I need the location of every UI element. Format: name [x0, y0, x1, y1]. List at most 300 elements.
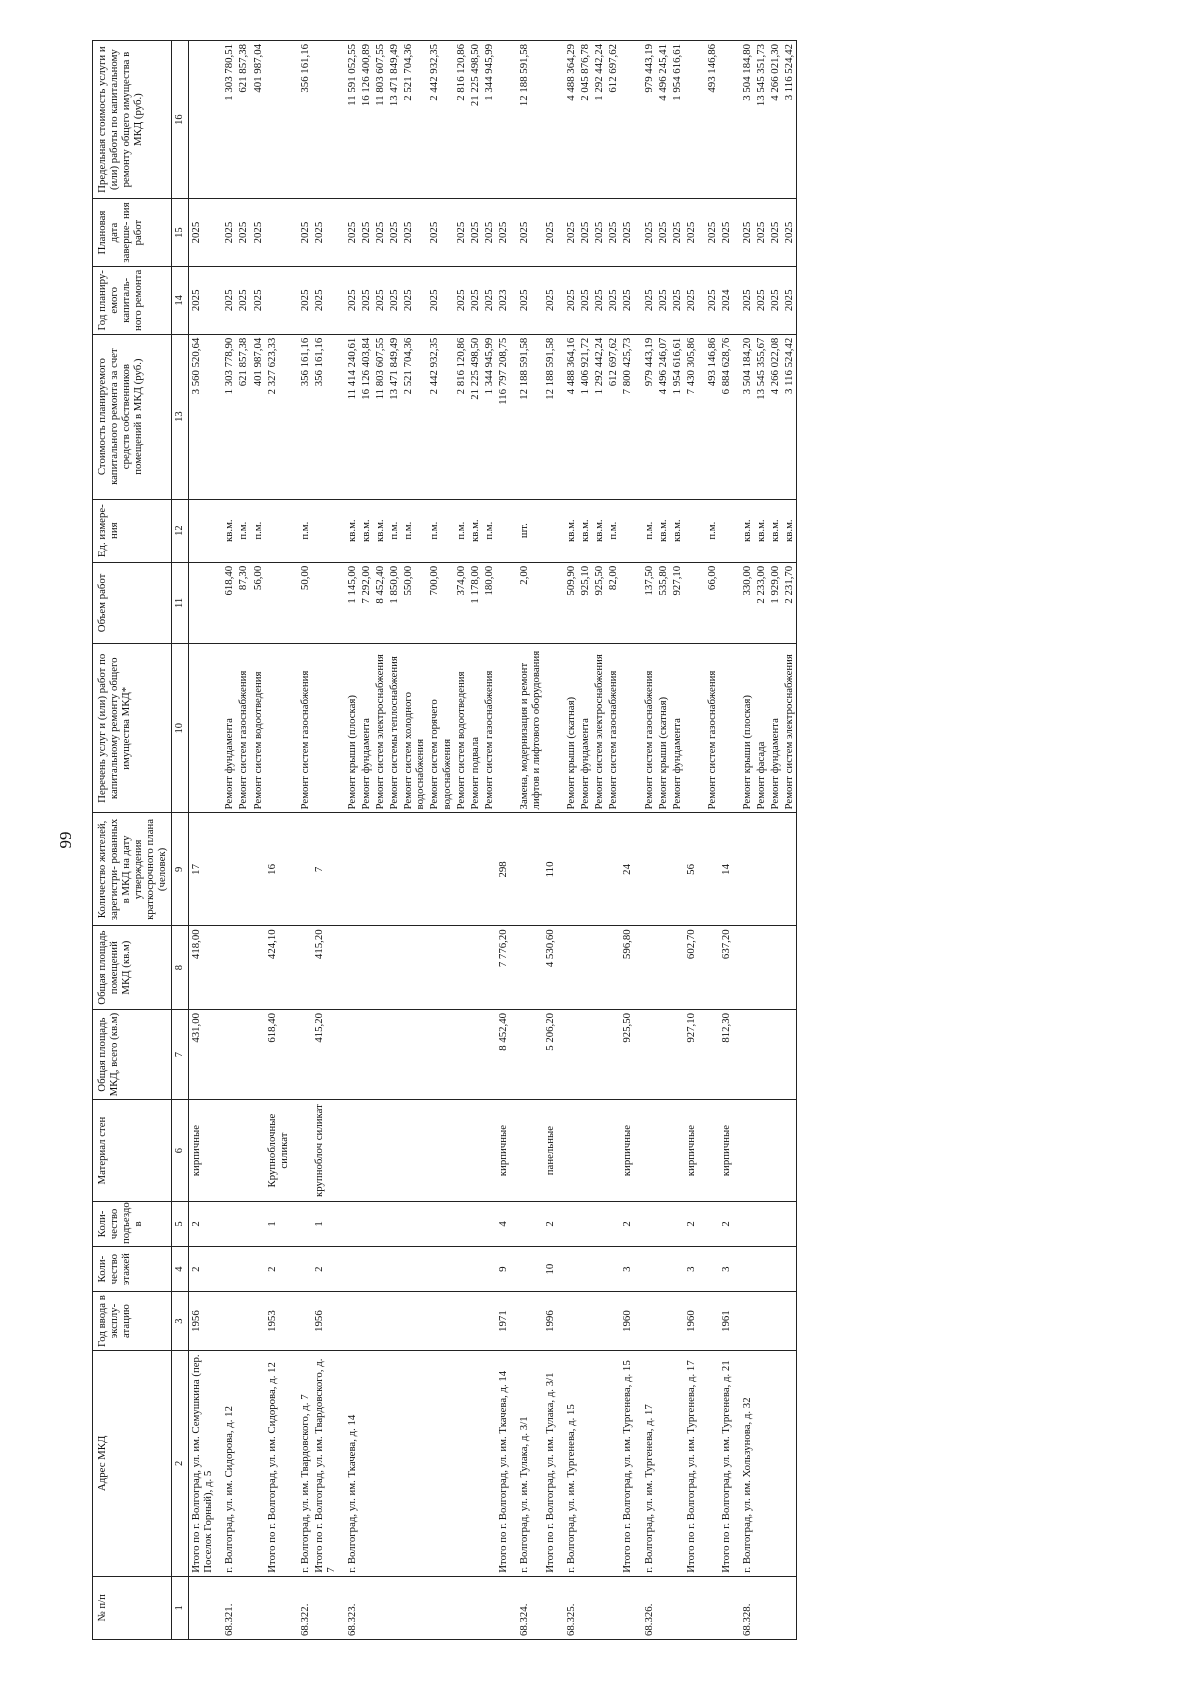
work-type-cell: [719, 644, 740, 813]
total-area-cell: [251, 1009, 265, 1099]
work-volume-cell: 66,00: [705, 562, 719, 643]
residents-cell: [236, 813, 250, 926]
residents-cell: 7: [312, 813, 345, 926]
max-cost-cell: 13 545 351,73: [754, 41, 768, 199]
repair-year-cell: 2025: [517, 266, 543, 334]
entrances-cell: [754, 1201, 768, 1246]
table-row: [606, 41, 620, 1640]
floors-cell: [387, 1247, 401, 1292]
wall-material-cell: [754, 1100, 768, 1202]
max-cost-cell: [496, 41, 517, 199]
unit-cell: [312, 499, 345, 562]
completion-date-cell: 2025: [312, 199, 345, 267]
work-type-cell: Ремонт системы теплоснабжения: [387, 644, 401, 813]
residents-cell: 17: [189, 813, 223, 926]
year-built-cell: [642, 1292, 656, 1351]
wall-material-cell: [454, 1100, 468, 1202]
year-built-cell: [670, 1292, 684, 1351]
total-area-cell: [401, 1009, 427, 1099]
premises-area-cell: [387, 926, 401, 1010]
year-built-cell: [606, 1292, 620, 1351]
address-cell: г. Волгоград, ул. им. Ткачева, д. 14: [345, 1350, 359, 1576]
entrances-cell: [768, 1201, 782, 1246]
floors-cell: [298, 1247, 312, 1292]
table-row: [740, 41, 754, 1640]
completion-date-cell: 2025: [517, 199, 543, 267]
year-built-cell: [345, 1292, 359, 1351]
table-row: [620, 41, 641, 1640]
work-type-cell: Ремонт фундамента: [670, 644, 684, 813]
residents-cell: 298: [496, 813, 517, 926]
premises-area-cell: 4 530,60: [543, 926, 564, 1010]
residents-cell: [670, 813, 684, 926]
completion-date-cell: 2025: [719, 199, 740, 267]
row-number-cell: 68.326.: [642, 1576, 656, 1639]
work-volume-cell: 50,00: [298, 562, 312, 643]
entrances-cell: [482, 1201, 496, 1246]
header-row: [93, 41, 172, 1640]
entrances-cell: [427, 1201, 453, 1246]
total-area-cell: [222, 1009, 236, 1099]
unit-cell: кв.м.: [782, 499, 797, 562]
work-volume-cell: 618,40: [222, 562, 236, 643]
planned-cost-cell: 7 430 305,86: [684, 334, 705, 499]
max-cost-cell: 4 488 364,29: [564, 41, 578, 199]
work-volume-cell: 550,00: [401, 562, 427, 643]
table-row: [684, 41, 705, 1640]
repair-year-cell: [265, 266, 298, 334]
wall-material-cell: [468, 1100, 482, 1202]
address-cell: [401, 1350, 427, 1576]
unit-cell: [265, 499, 298, 562]
table-row: [578, 41, 592, 1640]
completion-date-cell: 2025: [754, 199, 768, 267]
floors-cell: [236, 1247, 250, 1292]
planned-cost-cell: 3 116 524,42: [782, 334, 797, 499]
row-number-cell: [496, 1576, 517, 1639]
address-cell: [705, 1350, 719, 1576]
planned-cost-cell: 7 800 425,73: [620, 334, 641, 499]
floors-cell: [482, 1247, 496, 1292]
premises-area-cell: [482, 926, 496, 1010]
max-cost-cell: 3 504 184,80: [740, 41, 754, 199]
total-area-cell: 925,50: [620, 1009, 641, 1099]
entrances-cell: [236, 1201, 250, 1246]
work-type-cell: Ремонт систем газоснабжения: [705, 644, 719, 813]
max-cost-cell: 1 954 616,61: [670, 41, 684, 199]
entrances-cell: [401, 1201, 427, 1246]
year-built-cell: [387, 1292, 401, 1351]
unit-cell: п.м.: [427, 499, 453, 562]
year-built-cell: 1996: [543, 1292, 564, 1351]
floors-cell: 2: [189, 1247, 223, 1292]
residents-cell: [251, 813, 265, 926]
unit-cell: п.м.: [387, 499, 401, 562]
completion-date-cell: 2025: [345, 199, 359, 267]
table-row: [642, 41, 656, 1640]
repair-year-cell: 2025: [620, 266, 641, 334]
entrances-cell: [222, 1201, 236, 1246]
wall-material-cell: [656, 1100, 670, 1202]
address-cell: Итого по г. Волгоград, ул. им. Тургенева, д. 21: [719, 1350, 740, 1576]
total-area-cell: [782, 1009, 797, 1099]
row-number-cell: [265, 1576, 298, 1639]
unit-cell: шт.: [517, 499, 543, 562]
premises-area-cell: [251, 926, 265, 1010]
premises-area-cell: [236, 926, 250, 1010]
entrances-cell: [656, 1201, 670, 1246]
max-cost-cell: 493 146,86: [705, 41, 719, 199]
work-type-cell: [265, 644, 298, 813]
row-number-cell: [606, 1576, 620, 1639]
max-cost-cell: [543, 41, 564, 199]
repair-year-cell: 2025: [298, 266, 312, 334]
completion-date-cell: 2025: [768, 199, 782, 267]
row-number-cell: [387, 1576, 401, 1639]
column-number: 3: [172, 1292, 189, 1351]
floors-cell: [359, 1247, 373, 1292]
residents-cell: 14: [719, 813, 740, 926]
residents-cell: [387, 813, 401, 926]
max-cost-cell: 612 697,62: [606, 41, 620, 199]
address-cell: Итого по г. Волгоград, ул. им. Сидорова, д. 12: [265, 1350, 298, 1576]
max-cost-cell: 1 344 945,99: [482, 41, 496, 199]
column-number: 7: [172, 1009, 189, 1099]
entrances-cell: [454, 1201, 468, 1246]
entrances-cell: 2: [684, 1201, 705, 1246]
repair-year-cell: 2025: [454, 266, 468, 334]
year-built-cell: [592, 1292, 606, 1351]
work-volume-cell: 925,10: [578, 562, 592, 643]
entrances-cell: [670, 1201, 684, 1246]
completion-date-cell: 2025: [482, 199, 496, 267]
total-area-cell: [236, 1009, 250, 1099]
residents-cell: [298, 813, 312, 926]
entrances-cell: [705, 1201, 719, 1246]
column-number: 5: [172, 1201, 189, 1246]
repair-year-cell: 2025: [740, 266, 754, 334]
total-area-cell: [468, 1009, 482, 1099]
completion-date-cell: 2025: [222, 199, 236, 267]
address-cell: г. Волгоград, ул. им. Сидорова, д. 12: [222, 1350, 236, 1576]
floors-cell: [782, 1247, 797, 1292]
max-cost-cell: [312, 41, 345, 199]
premises-area-cell: 596,80: [620, 926, 641, 1010]
total-area-cell: [656, 1009, 670, 1099]
table-row: [592, 41, 606, 1640]
row-number-cell: [684, 1576, 705, 1639]
max-cost-cell: 12 188 591,58: [517, 41, 543, 199]
wall-material-cell: [427, 1100, 453, 1202]
max-cost-cell: 2 816 120,86: [454, 41, 468, 199]
work-type-cell: Ремонт крыши (плоская): [740, 644, 754, 813]
row-number-cell: 68.323.: [345, 1576, 359, 1639]
address-cell: Итого по г. Волгоград, ул. им. Тулака, д. 3/1: [543, 1350, 564, 1576]
entrances-cell: [251, 1201, 265, 1246]
entrances-cell: [517, 1201, 543, 1246]
year-built-cell: [298, 1292, 312, 1351]
completion-date-cell: 2025: [564, 199, 578, 267]
repair-year-cell: 2025: [782, 266, 797, 334]
column-number: 14: [172, 266, 189, 334]
residents-cell: [705, 813, 719, 926]
completion-date-cell: 2025: [236, 199, 250, 267]
premises-area-cell: [754, 926, 768, 1010]
wall-material-cell: [373, 1100, 387, 1202]
floors-cell: [564, 1247, 578, 1292]
wall-material-cell: [251, 1100, 265, 1202]
repair-year-cell: 2025: [345, 266, 359, 334]
row-number-cell: [578, 1576, 592, 1639]
work-type-cell: Ремонт систем газоснабжения: [298, 644, 312, 813]
unit-cell: п.м.: [251, 499, 265, 562]
row-number-cell: [236, 1576, 250, 1639]
repair-year-cell: 2025: [373, 266, 387, 334]
column-number: 8: [172, 926, 189, 1010]
work-type-cell: Ремонт фундамента: [578, 644, 592, 813]
wall-material-cell: кирпичные: [496, 1100, 517, 1202]
total-area-cell: [642, 1009, 656, 1099]
max-cost-cell: 13 471 849,49: [387, 41, 401, 199]
year-built-cell: [578, 1292, 592, 1351]
work-type-cell: [684, 644, 705, 813]
max-cost-cell: 3 116 524,42: [782, 41, 797, 199]
year-built-cell: 1953: [265, 1292, 298, 1351]
row-number-cell: [454, 1576, 468, 1639]
header-cell: Стоимость планируемого капитального ремонта за счет средств собственников помещений в МКД (руб.): [93, 334, 172, 499]
work-volume-cell: 1 178,00: [468, 562, 482, 643]
premises-area-cell: [578, 926, 592, 1010]
floors-cell: [578, 1247, 592, 1292]
residents-cell: [401, 813, 427, 926]
entrances-cell: [468, 1201, 482, 1246]
total-area-cell: 415,20: [312, 1009, 345, 1099]
table-row: [265, 41, 298, 1640]
max-cost-cell: 401 987,04: [251, 41, 265, 199]
row-number-cell: 68.322.: [298, 1576, 312, 1639]
residents-cell: 110: [543, 813, 564, 926]
table-row: [401, 41, 427, 1640]
entrances-cell: 1: [312, 1201, 345, 1246]
residents-cell: [592, 813, 606, 926]
repair-year-cell: 2025: [222, 266, 236, 334]
planned-cost-cell: 4 266 022,08: [768, 334, 782, 499]
work-volume-cell: 2 231,70: [782, 562, 797, 643]
planned-cost-cell: 2 442 932,35: [427, 334, 453, 499]
unit-cell: кв.м.: [592, 499, 606, 562]
work-volume-cell: 1 929,00: [768, 562, 782, 643]
wall-material-cell: [670, 1100, 684, 1202]
premises-area-cell: 418,00: [189, 926, 223, 1010]
work-volume-cell: 7 292,00: [359, 562, 373, 643]
repair-year-cell: 2025: [564, 266, 578, 334]
row-number-cell: [359, 1576, 373, 1639]
table-row: [222, 41, 236, 1640]
premises-area-cell: [606, 926, 620, 1010]
max-cost-cell: [189, 41, 223, 199]
entrances-cell: [642, 1201, 656, 1246]
planned-cost-cell: 16 126 403,84: [359, 334, 373, 499]
completion-date-cell: 2025: [642, 199, 656, 267]
year-built-cell: [754, 1292, 768, 1351]
entrances-cell: [782, 1201, 797, 1246]
table-row: [754, 41, 768, 1640]
wall-material-cell: [768, 1100, 782, 1202]
address-cell: [656, 1350, 670, 1576]
table-row: [387, 41, 401, 1640]
work-volume-cell: 1 145,00: [345, 562, 359, 643]
address-cell: Итого по г. Волгоград, ул. им. Семушкина (пер. Поселок Горный), д. 5: [189, 1350, 223, 1576]
repair-year-cell: 2025: [684, 266, 705, 334]
planned-cost-cell: 13 471 849,49: [387, 334, 401, 499]
completion-date-cell: 2025: [740, 199, 754, 267]
total-area-cell: [298, 1009, 312, 1099]
residents-cell: [642, 813, 656, 926]
wall-material-cell: крупноблоч силикат: [312, 1100, 345, 1202]
address-cell: [482, 1350, 496, 1576]
premises-area-cell: [740, 926, 754, 1010]
planned-cost-cell: 621 857,38: [236, 334, 250, 499]
unit-cell: кв.м.: [670, 499, 684, 562]
wall-material-cell: [705, 1100, 719, 1202]
max-cost-cell: [620, 41, 641, 199]
row-number-cell: [189, 1576, 223, 1639]
max-cost-cell: 4 266 021,30: [768, 41, 782, 199]
wall-material-cell: кирпичные: [620, 1100, 641, 1202]
total-area-cell: [768, 1009, 782, 1099]
work-type-cell: Ремонт систем электроснабжения: [592, 644, 606, 813]
work-volume-cell: [265, 562, 298, 643]
unit-cell: кв.м.: [222, 499, 236, 562]
completion-date-cell: 2025: [592, 199, 606, 267]
column-number: 10: [172, 644, 189, 813]
premises-area-cell: [670, 926, 684, 1010]
table-row: [454, 41, 468, 1640]
table-row: [236, 41, 250, 1640]
completion-date-cell: 2025: [401, 199, 427, 267]
address-cell: [782, 1350, 797, 1576]
completion-date-cell: 2025: [684, 199, 705, 267]
work-type-cell: Ремонт подвала: [468, 644, 482, 813]
work-volume-cell: 56,00: [251, 562, 265, 643]
residents-cell: [754, 813, 768, 926]
floors-cell: [251, 1247, 265, 1292]
premises-area-cell: 602,70: [684, 926, 705, 1010]
year-built-cell: [768, 1292, 782, 1351]
work-type-cell: Ремонт систем холодного водоснабжения: [401, 644, 427, 813]
repair-year-cell: 2025: [468, 266, 482, 334]
entrances-cell: 1: [265, 1201, 298, 1246]
column-number: 6: [172, 1100, 189, 1202]
work-volume-cell: 927,10: [670, 562, 684, 643]
page-number: 99: [56, 831, 75, 849]
max-cost-cell: [719, 41, 740, 199]
premises-area-cell: [298, 926, 312, 1010]
year-built-cell: 1956: [189, 1292, 223, 1351]
total-area-cell: [670, 1009, 684, 1099]
wall-material-cell: [782, 1100, 797, 1202]
entrances-cell: [740, 1201, 754, 1246]
entrances-cell: [345, 1201, 359, 1246]
header-cell: Общая площадь помещений МКД (кв.м): [93, 926, 172, 1010]
unit-cell: кв.м.: [578, 499, 592, 562]
floors-cell: [740, 1247, 754, 1292]
entrances-cell: [373, 1201, 387, 1246]
table-body: [189, 41, 797, 1640]
max-cost-cell: 2 045 876,78: [578, 41, 592, 199]
premises-area-cell: [359, 926, 373, 1010]
address-cell: г. Волгоград, ул. им. Хользунова, д. 32: [740, 1350, 754, 1576]
residents-cell: [222, 813, 236, 926]
header-cell: Общая площадь МКД, всего (кв.м): [93, 1009, 172, 1099]
wall-material-cell: [482, 1100, 496, 1202]
address-cell: [606, 1350, 620, 1576]
wall-material-cell: Крупноблочные силикат: [265, 1100, 298, 1202]
completion-date-cell: 2025: [578, 199, 592, 267]
work-volume-cell: [496, 562, 517, 643]
planned-cost-cell: 12 188 591,58: [543, 334, 564, 499]
wall-material-cell: [401, 1100, 427, 1202]
row-number-cell: [482, 1576, 496, 1639]
premises-area-cell: [373, 926, 387, 1010]
row-number-cell: [312, 1576, 345, 1639]
work-volume-cell: 1 850,00: [387, 562, 401, 643]
work-type-cell: Ремонт фундамента: [768, 644, 782, 813]
completion-date-cell: 2025: [298, 199, 312, 267]
table-row: [564, 41, 578, 1640]
floors-cell: 3: [620, 1247, 641, 1292]
header-cell: Коли- чество подъездо в: [93, 1201, 172, 1246]
table-row: [482, 41, 496, 1640]
year-built-cell: 1956: [312, 1292, 345, 1351]
address-cell: [578, 1350, 592, 1576]
premises-area-cell: [768, 926, 782, 1010]
work-type-cell: Ремонт крыши (скатная): [656, 644, 670, 813]
planned-cost-cell: 11 414 240,61: [345, 334, 359, 499]
unit-cell: кв.м.: [468, 499, 482, 562]
max-cost-cell: [265, 41, 298, 199]
total-area-cell: 5 206,20: [543, 1009, 564, 1099]
max-cost-cell: [684, 41, 705, 199]
address-cell: [427, 1350, 453, 1576]
total-area-cell: [387, 1009, 401, 1099]
residents-cell: [606, 813, 620, 926]
repair-year-cell: 2025: [482, 266, 496, 334]
year-built-cell: [373, 1292, 387, 1351]
header-cell: Предельная стоимость услуги и (или) работы по капитальному ремонту общего имущества в МКД (руб.): [93, 41, 172, 199]
premises-area-cell: 415,20: [312, 926, 345, 1010]
repair-year-cell: 2025: [656, 266, 670, 334]
unit-cell: п.м.: [454, 499, 468, 562]
total-area-cell: 8 452,40: [496, 1009, 517, 1099]
unit-cell: [684, 499, 705, 562]
planned-cost-cell: 1 954 616,61: [670, 334, 684, 499]
unit-cell: п.м.: [298, 499, 312, 562]
table-row: [359, 41, 373, 1640]
max-cost-cell: 11 591 052,55: [345, 41, 359, 199]
year-built-cell: 1971: [496, 1292, 517, 1351]
year-built-cell: [517, 1292, 543, 1351]
repair-year-cell: 2025: [387, 266, 401, 334]
repair-year-cell: 2025: [578, 266, 592, 334]
header-cell: Количество жителей, зарегистри- рованных в МКД на дату утверждения краткосрочного плана (человек): [93, 813, 172, 926]
unit-cell: кв.м.: [359, 499, 373, 562]
address-cell: г. Волгоград, ул. им. Тургенева, д. 17: [642, 1350, 656, 1576]
work-volume-cell: [312, 562, 345, 643]
residents-cell: [468, 813, 482, 926]
entrances-cell: [359, 1201, 373, 1246]
column-number: 1: [172, 1576, 189, 1639]
